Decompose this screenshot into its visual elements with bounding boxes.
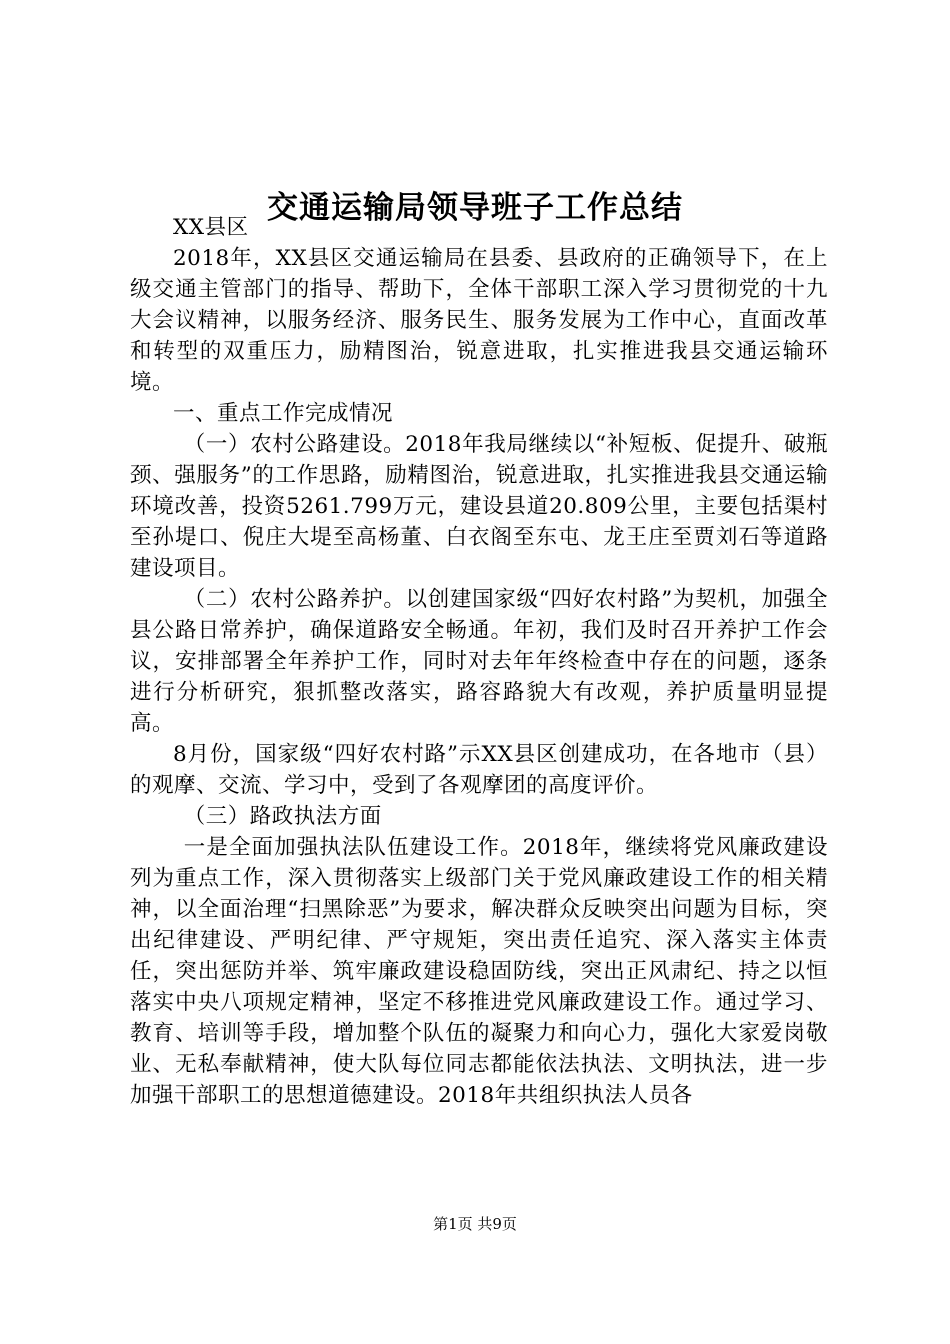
document-title: 交通运输局领导班子工作总结: [267, 190, 683, 226]
paragraph-intro: 2018年，XX县区交通运输局在县委、县政府的正确领导下，在上级交通主管部门的指导、帮助下，全体干部职工深入学习贯彻党的十九大会议精神，以服务经济、服务民生、服务发展为工作中心，直面改革和转型的双重压力，励精图治，锐意进取，扎实推进我县交通运输环境。: [130, 246, 828, 395]
paragraph-august: 8月份，国家级“四好农村路”示XX县区创建成功，在各地市（县）的观摩、交流、学习中，受到了各观摩团的高度评价。: [130, 742, 828, 798]
heading-road-enforcement: （三）路政执法方面: [183, 804, 382, 829]
page-footer: 第1页 共9页: [433, 1215, 517, 1233]
paragraph-rural-road-maintenance: （二）农村公路养护。以创建国家级“四好农村路”为契机，加强全县公路日常养护，确保道路安全畅通。年初，我们及时召开养护工作会议，安排部署全年养护工作，同时对去年年终检查中存在的问题，逐条进行分析研究，狠抓整改落实，路容路貌大有改观，养护质量明显提高。: [130, 587, 828, 736]
paragraph-county: XX县区: [173, 215, 249, 240]
document-body: [130, 212, 828, 1111]
paragraph-enforcement-team: 一是全面加强执法队伍建设工作。2018年，继续将党风廉政建设列为重点工作，深入贯彻落实上级部门关于党风廉政建设工作的相关精神，以全面治理“扫黑除恶”为要求，解决群众反映突出问题为目标，突出纪律建设、严明纪律、严守规矩，突出责任追究、深入落实主体责任，突出惩防并举、筑牢廉政建设稳固防线，突出正风肃纪、持之以恒落实中央八项规定精神，坚定不移推进党风廉政建设工作。通过学习、教育、培训等手段，增加整个队伍的凝聚力和向心力，强化大家爱岗敬业、无私奉献精神，使大队每位同志都能依法执法、文明执法，进一步加强干部职工的思想道德建设。2018年共组织执法人员各: [130, 835, 828, 1108]
paragraph-rural-road-construction: （一）农村公路建设。2018年我局继续以“补短板、促提升、破瓶颈、强服务”的工作思路，励精图治，锐意进取，扎实推进我县交通运输环境改善，投资5261.799万元，建设县道20.809公里，主要包括渠村至孙堤口、倪庄大堤至高杨董、白衣阁至东屯、龙王庄至贾刘石等道路建设项目。: [130, 432, 828, 581]
heading-section-1: 一、重点工作完成情况: [173, 401, 394, 426]
